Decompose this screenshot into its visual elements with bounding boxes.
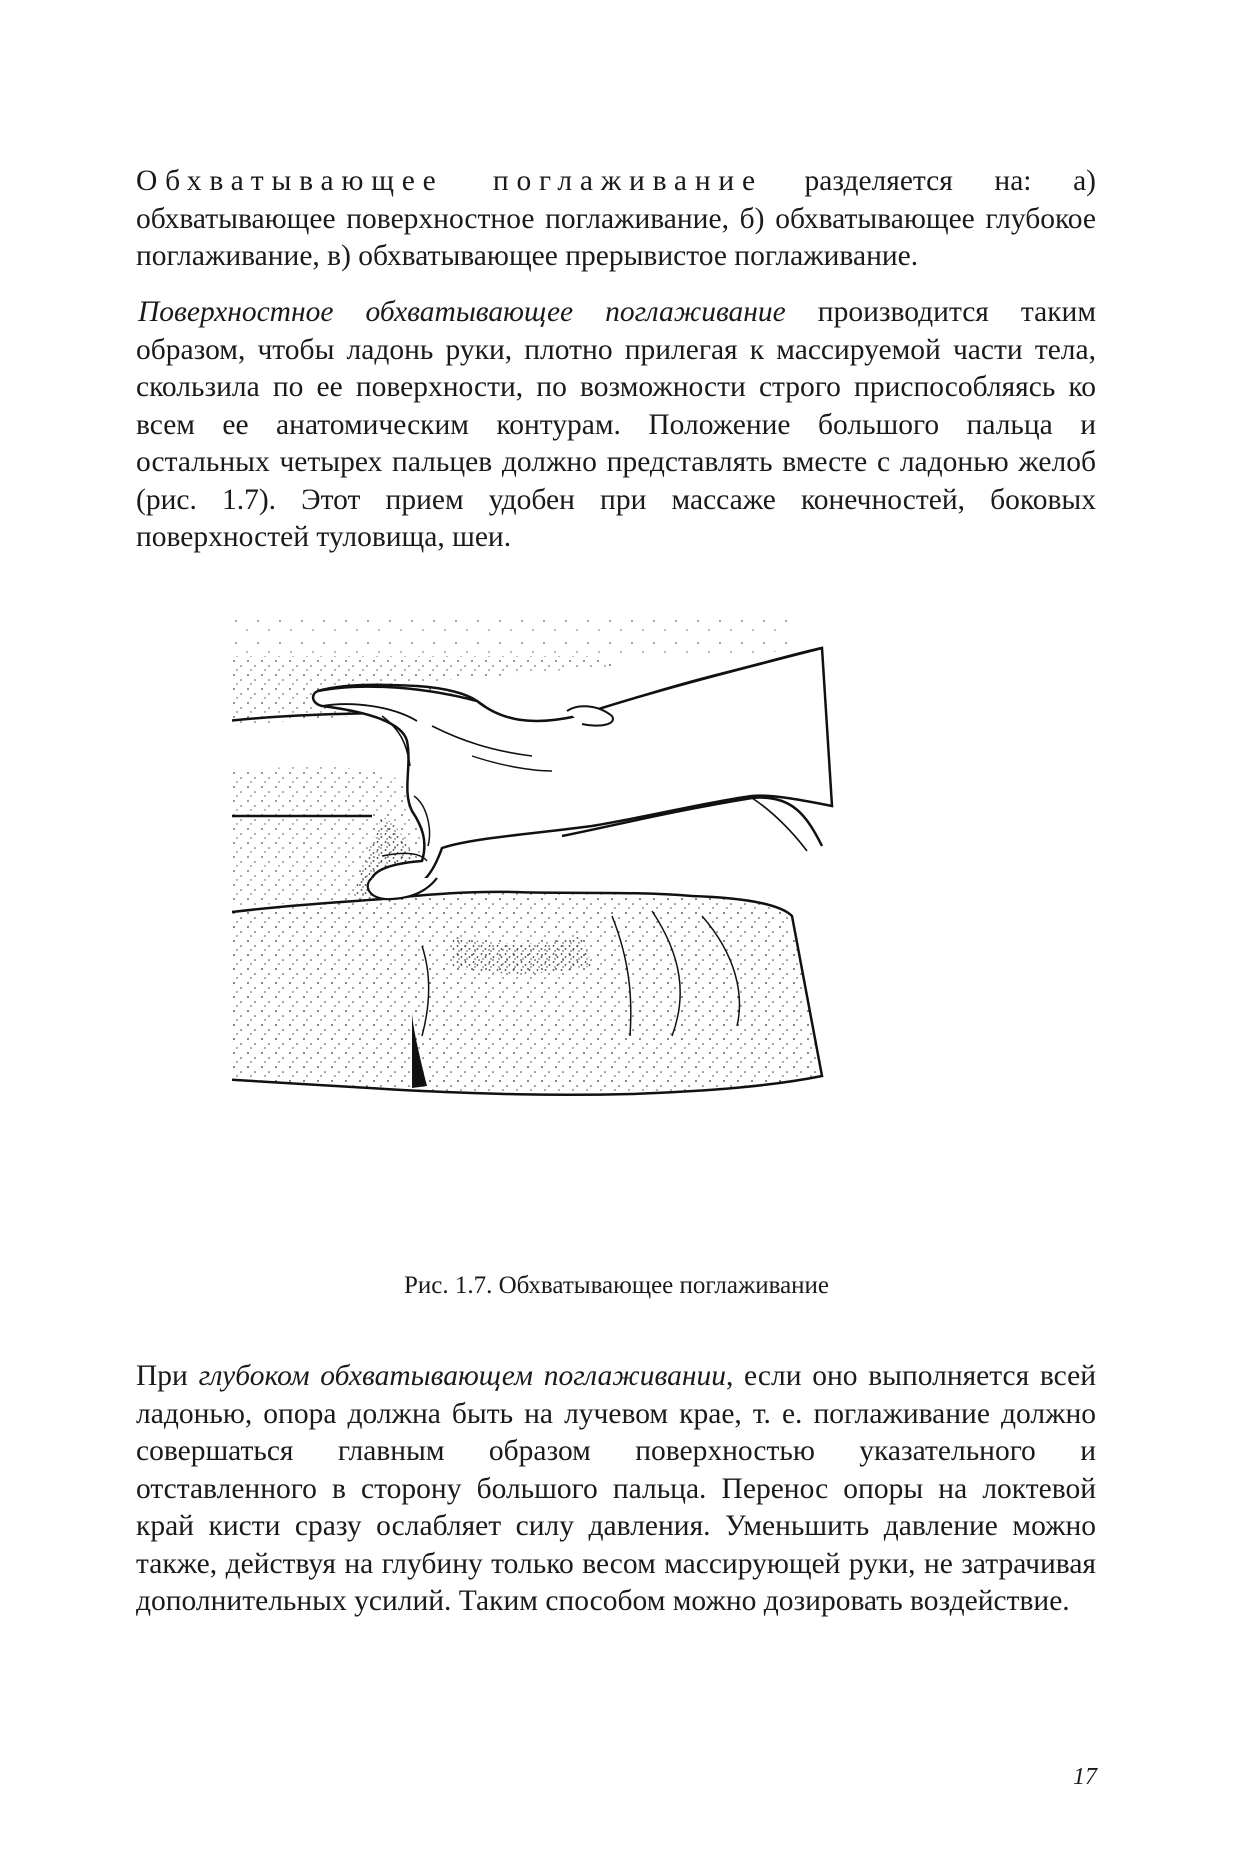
spaced-term: Обхватывающее поглаживание [136, 165, 763, 197]
italic-term: Поверхностное обхватывающее поглаживание [138, 296, 786, 328]
paragraph-deep-stroking [136, 1358, 1096, 1621]
page-number: 17 [1073, 1764, 1097, 1790]
paragraph-classification [136, 163, 1096, 276]
italic-term: глубоком обхватывающем поглаживании [198, 1360, 726, 1392]
figure-caption: Рис. 1.7. Обхватывающее поглаживание [403, 1272, 830, 1299]
paragraph-text: производится таким образом, чтобы ладонь руки, плотно прилегая к массируемой части тела, скользила по ее поверхности, по возможности строго приспособляясь ко всем ее анатомическим контурам. Положение большого пальца и остальных четырех пальцев должно представлять вместе с ладонью желоб (рис. 1.7). Этот прием удобен при массаже конечностей, боковых поверхностей туловища, шеи. [136, 296, 1096, 553]
figure-illustration [232, 616, 992, 1206]
paragraph-superficial-stroking [136, 294, 1096, 557]
hand-stroking-limb-illustration [232, 616, 992, 1206]
paragraph-text: разделяется на: а) обхватывающее поверхностное поглаживание, б) обхватывающее глубокое поглаживание, в) обхватывающее прерывистое поглаживание. [136, 165, 1096, 272]
paragraph-text: , если оно выполняется всей ладонью, опора должна быть на лучевом крае, т. е. поглаживание должно совершаться главным образом поверхностью указательного и отставленного в сторону большого пальца. Перенос опоры на локтевой край кисти сразу ослабляет силу давления. Уменьшить давление можно также, действуя на глубину только весом массирующей руки, не затрачивая дополнительных усилий. Таким способом можно дозировать воздействие. [136, 1360, 1096, 1617]
paragraph-lead: При [136, 1360, 199, 1392]
